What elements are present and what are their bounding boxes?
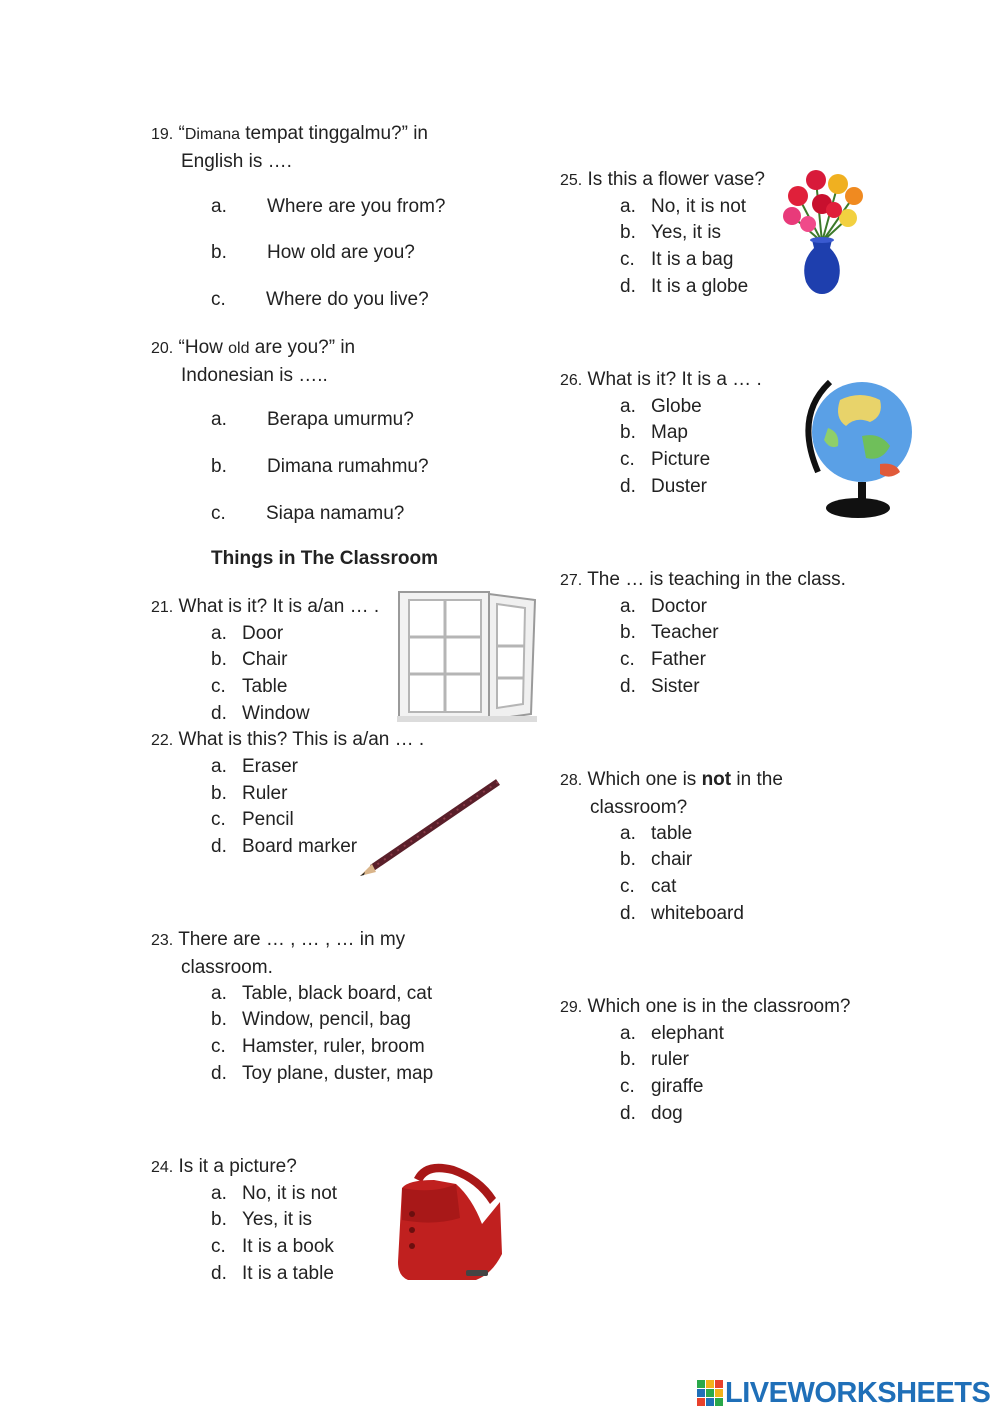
option[interactable]: b. How old are you? [211, 242, 415, 263]
option[interactable]: a. Berapa umurmu? [211, 409, 414, 430]
option[interactable]: b. Teacher [620, 622, 719, 643]
question-number: 20. [151, 340, 174, 357]
option[interactable]: c. Picture [620, 449, 711, 470]
option[interactable]: c. Hamster, ruler, broom [211, 1036, 425, 1057]
option[interactable]: c. It is a book [211, 1236, 334, 1257]
question-27: 27. The … is teaching in the class. [560, 569, 846, 590]
question-26: 26. What is it? It is a … . [560, 369, 762, 390]
question-29: 29. Which one is in the classroom? [560, 996, 851, 1017]
question-20: 20. “How old are you?” in Indonesian is ….. [151, 334, 355, 389]
flower-vase-image [778, 166, 866, 298]
liveworksheets-logo[interactable] [697, 1377, 990, 1409]
question-24: 24. Is it a picture? [151, 1156, 297, 1177]
option[interactable]: a. Table, black board, cat [211, 983, 433, 1004]
option[interactable]: d. It is a globe [620, 276, 749, 297]
window-image [397, 590, 539, 724]
option[interactable]: c. Table [211, 676, 288, 697]
option[interactable]: a. elephant [620, 1023, 724, 1044]
pencil-image [356, 776, 506, 880]
option[interactable]: a. table [620, 823, 693, 844]
option[interactable]: d. It is a table [211, 1263, 334, 1284]
question-28: 28. Which one is not in the classroom? [560, 769, 783, 818]
option[interactable]: b. Ruler [211, 783, 288, 804]
section-heading: Things in The Classroom [211, 548, 438, 569]
option[interactable]: b. Dimana rumahmu? [211, 456, 429, 477]
option[interactable]: c. cat [620, 876, 677, 897]
option[interactable]: c. It is a bag [620, 249, 734, 270]
option[interactable]: b. ruler [620, 1049, 690, 1070]
liveworksheets-logo-icon [697, 1380, 723, 1406]
question-23: 23. There are … , … , … in my classroom. [151, 929, 406, 978]
question-21: 21. What is it? It is a/an … . [151, 596, 380, 617]
option[interactable]: c. Siapa namamu? [211, 503, 405, 524]
option[interactable]: d. whiteboard [620, 903, 744, 924]
option[interactable]: b. Chair [211, 649, 288, 670]
option[interactable]: d. Sister [620, 676, 700, 697]
question-25: 25. Is this a flower vase? [560, 169, 765, 190]
option[interactable]: a. Eraser [211, 756, 298, 777]
option[interactable]: b. chair [620, 849, 693, 870]
option[interactable]: b. Map [620, 422, 688, 443]
option[interactable]: d. Toy plane, duster, map [211, 1063, 434, 1084]
option[interactable]: c. Father [620, 649, 706, 670]
option[interactable]: d. dog [620, 1103, 683, 1124]
option[interactable]: a. No, it is not [620, 196, 747, 217]
option[interactable]: d. Duster [620, 476, 707, 497]
option[interactable]: d. Window [211, 703, 310, 724]
option[interactable]: a. Door [211, 623, 284, 644]
option[interactable]: a. No, it is not [211, 1183, 338, 1204]
logo-text: LIVEWORKSHEETS [725, 1376, 991, 1409]
question-text: English is …. [181, 151, 292, 172]
option[interactable]: c. giraffe [620, 1076, 704, 1097]
question-number: 19. [151, 126, 174, 143]
question-22: 22. What is this? This is a/an … . [151, 729, 425, 750]
question-text: Indonesian is ….. [181, 365, 328, 386]
option[interactable]: c. Where do you live? [211, 289, 429, 310]
option[interactable]: a. Where are you from? [211, 196, 446, 217]
option[interactable]: d. Board marker [211, 836, 358, 857]
question-19: 19. “Dimana tempat tinggalmu?” in English is …. [151, 120, 428, 175]
bag-image [394, 1158, 506, 1284]
option[interactable]: a. Doctor [620, 596, 707, 617]
option[interactable]: c. Pencil [211, 809, 294, 830]
option[interactable]: a. Globe [620, 396, 702, 417]
globe-image [800, 376, 916, 520]
option[interactable]: b. Yes, it is [620, 222, 722, 243]
option[interactable]: b. Yes, it is [211, 1209, 313, 1230]
option[interactable]: b. Window, pencil, bag [211, 1009, 411, 1030]
